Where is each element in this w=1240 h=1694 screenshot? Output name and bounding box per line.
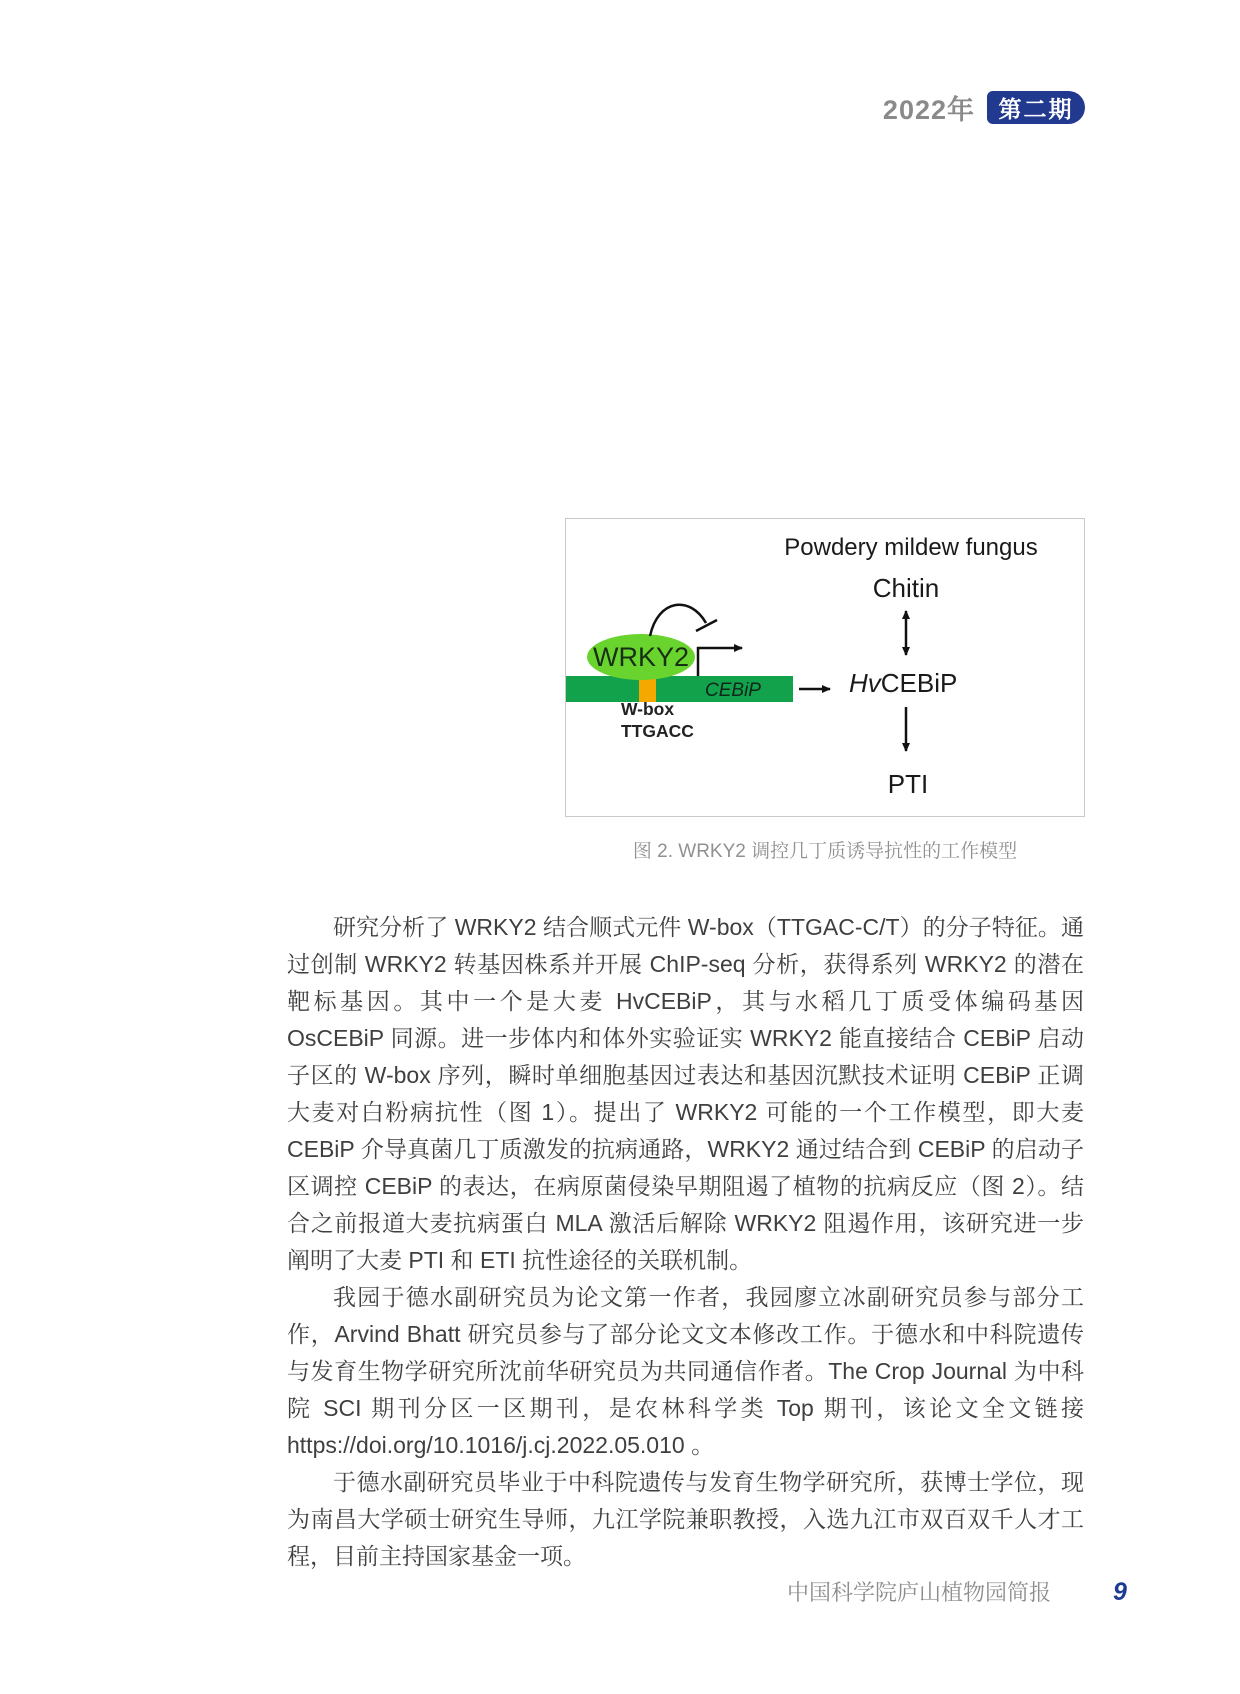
page-footer bbox=[787, 1576, 1127, 1607]
hvcebip-italic-part: Hv bbox=[849, 668, 881, 698]
page-number: 9 bbox=[1113, 1578, 1127, 1606]
wbox-label-line2: TTGACC bbox=[621, 721, 694, 741]
pti-label: PTI bbox=[887, 769, 929, 799]
header-year-label: 2022年 bbox=[882, 95, 975, 125]
transcription-start-arrow bbox=[698, 648, 742, 676]
figure-2-caption: 图 2. WRKY2 调控几丁质诱导抗性的工作模型 bbox=[632, 841, 1018, 862]
paragraph-author-bio: 于德水副研究员毕业于中科院遗传与发育生物学研究所，获博士学位，现为南昌大学硕士研究生导师，九江学院兼职教授，入选九江市双百双千人才工程，目前主持国家基金一项。 bbox=[287, 1469, 1084, 1569]
paragraph-authors-journal: 我园于德水副研究员为论文第一作者，我园廖立冰副研究员参与部分工作，Arvind Bhatt 研究员参与了部分论文文本修改工作。于德水和中科院遗传与发育生物学研究所沈前华研究员为共同通信作者。The Crop Journal 为中科院 SCI 期刊分区一区期刊，是农林科学类 Top 期刊，该论文全文链接 https://doi.org/10.1016/j.cj.2022.05.010 。 bbox=[287, 1284, 1084, 1458]
publication-name: 中国科学院庐山植物园简报 bbox=[787, 1580, 1052, 1605]
cebip-gene-label: CEBiP bbox=[705, 680, 761, 701]
article-body bbox=[287, 909, 1084, 1575]
chitin-label: Chitin bbox=[872, 573, 940, 603]
hvcebip-regular-part: CEBiP bbox=[880, 668, 958, 698]
wbox-label-line1: W-box bbox=[621, 699, 675, 719]
paragraph-research-findings: 研究分析了 WRKY2 结合顺式元件 W-box（TTGAC-C/T）的分子特征。通过创制 WRKY2 转基因株系并开展 ChIP-seq 分析，获得系列 WRKY2 的潜在靶标基因。其中一个是大麦 HvCEBiP，其与水稻几丁质受体编码基因 OsCEBiP 同源。进一步体内和体外实验证实 WRKY2 能直接结合 CEBiP 启动子区的 W-box 序列，瞬时单细胞基因过表达和基因沉默技术证明 CEBiP 正调大麦对白粉病抗性（图 1）。提出了 WRKY2 可能的一个工作模型，即大麦 CEBiP 介导真菌几丁质激发的抗病通路，WRKY2 通过结合到 CEBiP 的启动子区调控 CEBiP 的表达，在病原菌侵染早期阻遏了植物的抗病反应（图 2）。结合之前报道大麦抗病蛋白 MLA 激活后解除 WRKY2 阻遏作用，该研究进一步阐明了大麦 PTI 和 ETI 抗性途径的关联机制。 bbox=[287, 914, 1084, 1273]
pathogen-label: Powdery mildew fungus bbox=[784, 534, 1038, 561]
hvcebip-label bbox=[849, 668, 957, 698]
page-header bbox=[883, 88, 1085, 127]
issue-number-badge: 第二期 bbox=[987, 91, 1085, 124]
figure-2-panel bbox=[565, 518, 1085, 817]
wrky2-model-diagram bbox=[566, 519, 1084, 816]
wrky2-label: WRKY2 bbox=[592, 642, 690, 672]
